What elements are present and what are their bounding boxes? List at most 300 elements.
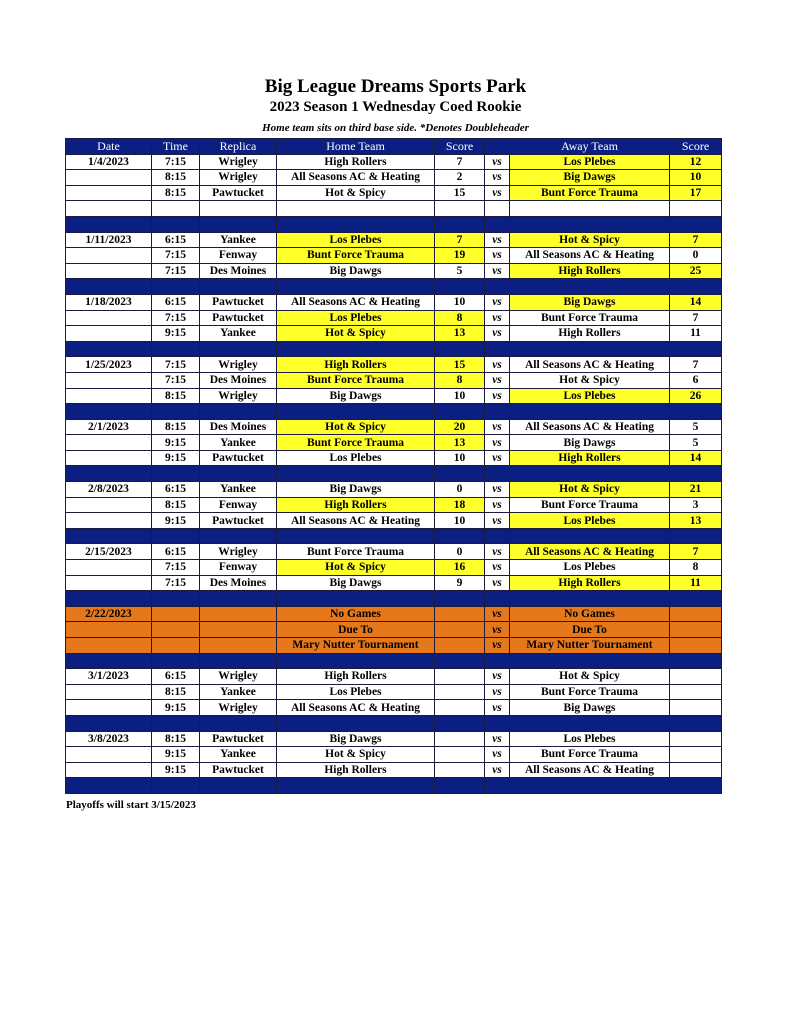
sep-cell [485,341,510,357]
playoffs-note: Playoffs will start 3/15/2023 [66,799,196,811]
vs-cell: vs [485,170,510,186]
home-score-cell: 19 [435,248,485,264]
replica-cell: Wrigley [200,544,277,560]
blank-cell [152,201,200,217]
sep-cell [485,404,510,420]
home-score-cell: 5 [435,263,485,279]
home-score-cell [435,684,485,700]
date-cell: 2/15/2023 [66,544,152,560]
date-cell [66,388,152,404]
col-date: Date [66,139,152,155]
sep-cell [66,653,152,669]
time-cell: 9:15 [152,747,200,763]
blank-cell [670,201,722,217]
sep-cell [152,528,200,544]
away-score-cell [670,622,722,638]
home-team-cell: All Seasons AC & Heating [277,700,435,716]
sep-cell [200,778,277,794]
time-cell: 7:15 [152,575,200,591]
away-score-cell: 26 [670,388,722,404]
game-row [66,435,722,451]
home-score-cell: 10 [435,513,485,529]
sep-cell [510,528,670,544]
sep-cell [277,466,435,482]
time-cell [152,622,200,638]
home-score-cell: 0 [435,482,485,498]
game-row [66,669,722,685]
sep-cell [435,341,485,357]
replica-cell: Pawtucket [200,762,277,778]
away-score-cell [670,700,722,716]
away-team-cell: Los Plebes [510,388,670,404]
time-cell: 6:15 [152,669,200,685]
sep-cell [670,216,722,232]
date-cell: 3/1/2023 [66,669,152,685]
home-team-cell: Big Dawgs [277,388,435,404]
blank-cell [435,201,485,217]
sep-cell [277,778,435,794]
away-team-cell: Due To [510,622,670,638]
vs-cell: vs [485,606,510,622]
game-row [66,544,722,560]
time-cell: 7:15 [152,560,200,576]
home-team-cell: High Rollers [277,497,435,513]
sep-cell [510,591,670,607]
home-score-cell: 15 [435,185,485,201]
sep-cell [670,591,722,607]
home-score-cell [435,747,485,763]
sep-cell [152,216,200,232]
replica-cell: Yankee [200,435,277,451]
home-team-cell: Big Dawgs [277,263,435,279]
date-cell [66,185,152,201]
sep-cell [152,715,200,731]
replica-cell: Wrigley [200,700,277,716]
home-team-cell: Hot & Spicy [277,185,435,201]
game-row [66,263,722,279]
away-score-cell: 7 [670,232,722,248]
sep-cell [510,216,670,232]
date-cell [66,622,152,638]
time-cell: 7:15 [152,357,200,373]
away-team-cell: Los Plebes [510,513,670,529]
home-score-cell [435,638,485,654]
time-cell: 9:15 [152,762,200,778]
date-cell: 1/11/2023 [66,232,152,248]
sep-cell [670,715,722,731]
time-cell: 6:15 [152,482,200,498]
sep-cell [510,279,670,295]
time-cell: 8:15 [152,170,200,186]
header-row [66,139,722,155]
away-team-cell: Hot & Spicy [510,669,670,685]
vs-cell: vs [485,232,510,248]
sep-cell [510,341,670,357]
time-cell: 8:15 [152,388,200,404]
vs-cell: vs [485,622,510,638]
away-team-cell: Los Plebes [510,154,670,170]
away-score-cell: 10 [670,170,722,186]
away-team-cell: Hot & Spicy [510,482,670,498]
sep-cell [277,216,435,232]
time-cell: 6:15 [152,544,200,560]
sep-cell [200,279,277,295]
sep-cell [152,591,200,607]
game-row [66,762,722,778]
sep-cell [485,715,510,731]
time-cell: 7:15 [152,372,200,388]
game-row [66,497,722,513]
home-score-cell: 2 [435,170,485,186]
game-row [66,232,722,248]
vs-cell: vs [485,326,510,342]
replica-cell: Yankee [200,747,277,763]
sep-cell [200,404,277,420]
away-score-cell [670,669,722,685]
sep-cell [277,591,435,607]
replica-cell: Yankee [200,326,277,342]
vs-cell: vs [485,294,510,310]
away-team-cell: All Seasons AC & Heating [510,248,670,264]
replica-cell [200,606,277,622]
home-team-cell: Mary Nutter Tournament [277,638,435,654]
away-score-cell [670,747,722,763]
away-team-cell: Bunt Force Trauma [510,185,670,201]
time-cell: 9:15 [152,450,200,466]
replica-cell: Wrigley [200,357,277,373]
date-cell [66,497,152,513]
date-cell [66,248,152,264]
time-cell [152,606,200,622]
home-score-cell: 20 [435,419,485,435]
sep-cell [510,404,670,420]
col-home-score: Score [435,139,485,155]
replica-cell: Yankee [200,482,277,498]
sep-cell [670,279,722,295]
home-team-cell: High Rollers [277,669,435,685]
time-cell: 7:15 [152,263,200,279]
no-games-row [66,638,722,654]
week-separator-row [66,715,722,731]
date-cell: 2/22/2023 [66,606,152,622]
blank-cell [66,201,152,217]
away-team-cell: All Seasons AC & Heating [510,762,670,778]
game-row [66,513,722,529]
time-cell: 6:15 [152,294,200,310]
replica-cell: Des Moines [200,372,277,388]
game-row [66,450,722,466]
home-score-cell: 9 [435,575,485,591]
sep-cell [510,778,670,794]
week-separator-row [66,653,722,669]
vs-cell: vs [485,482,510,498]
home-team-cell: Bunt Force Trauma [277,248,435,264]
away-score-cell [670,684,722,700]
time-cell: 7:15 [152,154,200,170]
sep-cell [435,279,485,295]
vs-cell: vs [485,388,510,404]
home-team-cell: No Games [277,606,435,622]
away-score-cell: 3 [670,497,722,513]
replica-cell: Pawtucket [200,185,277,201]
week-separator-row [66,279,722,295]
home-team-cell: Big Dawgs [277,731,435,747]
away-score-cell: 7 [670,310,722,326]
time-cell: 8:15 [152,731,200,747]
away-score-cell: 5 [670,419,722,435]
sep-cell [485,528,510,544]
vs-cell: vs [485,513,510,529]
game-row [66,388,722,404]
vs-cell: vs [485,560,510,576]
sep-cell [66,778,152,794]
game-row [66,154,722,170]
away-score-cell: 25 [670,263,722,279]
replica-cell: Wrigley [200,388,277,404]
away-team-cell: Mary Nutter Tournament [510,638,670,654]
vs-cell: vs [485,357,510,373]
sep-cell [435,591,485,607]
time-cell: 7:15 [152,248,200,264]
away-team-cell: Los Plebes [510,560,670,576]
replica-cell [200,638,277,654]
vs-cell: vs [485,372,510,388]
home-team-cell: All Seasons AC & Heating [277,294,435,310]
vs-cell: vs [485,669,510,685]
vs-cell: vs [485,248,510,264]
replica-cell: Pawtucket [200,294,277,310]
sep-cell [670,528,722,544]
away-team-cell: Hot & Spicy [510,372,670,388]
date-cell: 1/25/2023 [66,357,152,373]
sep-cell [66,404,152,420]
date-cell [66,575,152,591]
away-score-cell: 6 [670,372,722,388]
time-cell: 9:15 [152,700,200,716]
week-separator-row [66,591,722,607]
sep-cell [485,653,510,669]
vs-cell: vs [485,731,510,747]
time-cell [152,638,200,654]
game-row [66,372,722,388]
sep-cell [200,466,277,482]
sep-cell [277,715,435,731]
home-score-cell: 8 [435,310,485,326]
vs-cell: vs [485,700,510,716]
sep-cell [485,591,510,607]
home-score-cell: 7 [435,232,485,248]
date-cell [66,700,152,716]
home-team-cell: Bunt Force Trauma [277,435,435,451]
vs-cell: vs [485,310,510,326]
home-score-cell [435,762,485,778]
sep-cell [435,528,485,544]
vs-cell: vs [485,575,510,591]
replica-cell: Yankee [200,684,277,700]
sep-cell [66,466,152,482]
game-row [66,747,722,763]
time-cell: 9:15 [152,513,200,529]
away-team-cell: Bunt Force Trauma [510,684,670,700]
away-score-cell: 8 [670,560,722,576]
col-away-score: Score [670,139,722,155]
vs-cell: vs [485,497,510,513]
away-score-cell [670,638,722,654]
time-cell: 8:15 [152,419,200,435]
week-separator-row [66,778,722,794]
game-row [66,248,722,264]
home-team-cell: Hot & Spicy [277,560,435,576]
sep-cell [435,216,485,232]
schedule-table [65,138,722,794]
replica-cell: Pawtucket [200,450,277,466]
date-cell [66,450,152,466]
home-team-cell: All Seasons AC & Heating [277,170,435,186]
sep-cell [152,778,200,794]
home-score-cell: 7 [435,154,485,170]
home-score-cell: 13 [435,435,485,451]
sep-cell [66,341,152,357]
col-away-team: Away Team [510,139,670,155]
col-vs [485,139,510,155]
schedule-note: Home team sits on third base side. *Denotes Doubleheader [262,122,529,134]
week-separator-row [66,466,722,482]
replica-cell: Wrigley [200,669,277,685]
home-score-cell: 10 [435,450,485,466]
vs-cell: vs [485,263,510,279]
away-team-cell: Big Dawgs [510,700,670,716]
home-team-cell: High Rollers [277,762,435,778]
sep-cell [66,216,152,232]
sep-cell [66,279,152,295]
home-team-cell: Los Plebes [277,450,435,466]
away-team-cell: High Rollers [510,575,670,591]
vs-cell: vs [485,762,510,778]
home-score-cell [435,731,485,747]
week-separator-row [66,216,722,232]
sep-cell [510,653,670,669]
away-team-cell: High Rollers [510,263,670,279]
sep-cell [435,715,485,731]
home-team-cell: Bunt Force Trauma [277,544,435,560]
away-score-cell [670,606,722,622]
home-score-cell: 13 [435,326,485,342]
away-score-cell [670,731,722,747]
vs-cell: vs [485,435,510,451]
replica-cell: Des Moines [200,263,277,279]
home-score-cell [435,606,485,622]
home-team-cell: High Rollers [277,357,435,373]
replica-cell: Pawtucket [200,731,277,747]
sep-cell [200,591,277,607]
away-score-cell: 5 [670,435,722,451]
vs-cell: vs [485,638,510,654]
home-team-cell: Los Plebes [277,310,435,326]
sep-cell [485,216,510,232]
home-team-cell: Los Plebes [277,684,435,700]
away-team-cell: Los Plebes [510,731,670,747]
col-replica: Replica [200,139,277,155]
away-team-cell: Bunt Force Trauma [510,497,670,513]
sep-cell [200,341,277,357]
blank-row [66,201,722,217]
date-cell [66,326,152,342]
date-cell: 1/4/2023 [66,154,152,170]
away-team-cell: No Games [510,606,670,622]
date-cell: 2/8/2023 [66,482,152,498]
sep-cell [670,466,722,482]
away-team-cell: Bunt Force Trauma [510,310,670,326]
replica-cell: Des Moines [200,419,277,435]
home-team-cell: Los Plebes [277,232,435,248]
home-team-cell: All Seasons AC & Heating [277,513,435,529]
away-score-cell: 21 [670,482,722,498]
date-cell [66,638,152,654]
home-score-cell [435,622,485,638]
week-separator-row [66,404,722,420]
week-separator-row [66,341,722,357]
game-row [66,684,722,700]
col-home-team: Home Team [277,139,435,155]
date-cell: 2/1/2023 [66,419,152,435]
home-team-cell: Big Dawgs [277,482,435,498]
game-row [66,357,722,373]
sep-cell [152,653,200,669]
vs-cell: vs [485,185,510,201]
time-cell: 8:15 [152,497,200,513]
sep-cell [435,404,485,420]
home-team-cell: High Rollers [277,154,435,170]
blank-cell [277,201,435,217]
vs-cell: vs [485,154,510,170]
page-subtitle: 2023 Season 1 Wednesday Coed Rookie [269,99,522,115]
home-score-cell: 18 [435,497,485,513]
sep-cell [485,778,510,794]
week-separator-row [66,528,722,544]
home-score-cell: 10 [435,388,485,404]
away-score-cell: 7 [670,357,722,373]
vs-cell: vs [485,684,510,700]
home-team-cell: Big Dawgs [277,575,435,591]
date-cell [66,513,152,529]
away-team-cell: Big Dawgs [510,170,670,186]
vs-cell: vs [485,450,510,466]
sep-cell [277,653,435,669]
sep-cell [435,653,485,669]
away-score-cell: 13 [670,513,722,529]
sep-cell [277,404,435,420]
date-cell [66,684,152,700]
no-games-row [66,622,722,638]
sep-cell [66,715,152,731]
sep-cell [670,778,722,794]
home-team-cell: Hot & Spicy [277,747,435,763]
date-cell: 3/8/2023 [66,731,152,747]
replica-cell: Fenway [200,497,277,513]
away-team-cell: Big Dawgs [510,294,670,310]
time-cell: 6:15 [152,232,200,248]
away-team-cell: All Seasons AC & Heating [510,357,670,373]
date-cell [66,560,152,576]
sep-cell [152,341,200,357]
away-score-cell: 11 [670,575,722,591]
sep-cell [485,279,510,295]
sep-cell [435,466,485,482]
away-team-cell: Bunt Force Trauma [510,747,670,763]
time-cell: 8:15 [152,684,200,700]
home-score-cell [435,669,485,685]
game-row [66,185,722,201]
